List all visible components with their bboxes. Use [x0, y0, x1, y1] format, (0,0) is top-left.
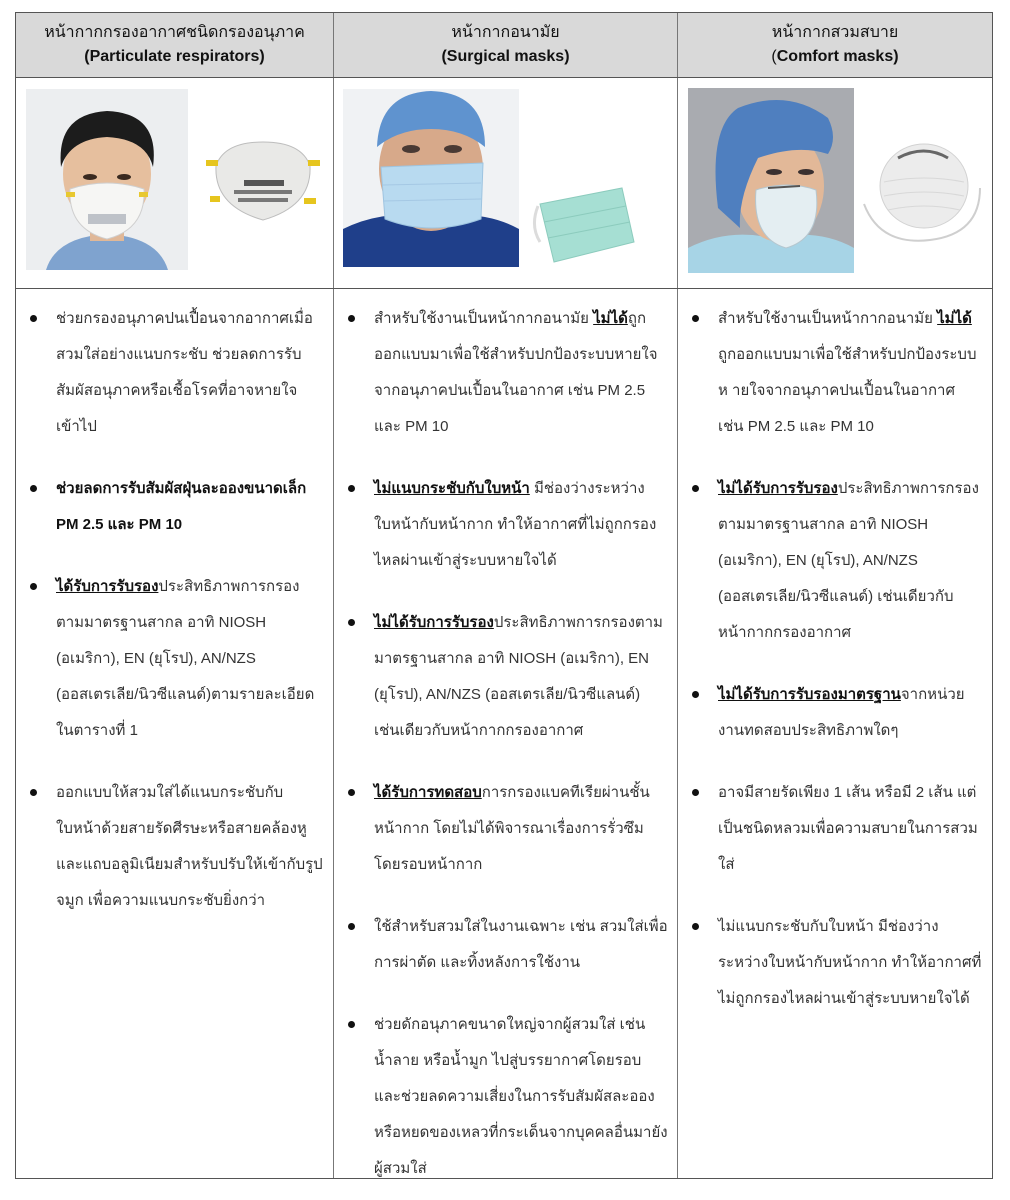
list-item: ช่วยกรองอนุภาคปนเปื้อนจากอากาศเมื่อสวมใส่อย่างแนบกระชับ ช่วยลดการรับสัมผัสอนุภาคหรือเชื้อโรคที่อาจหายใจเข้าไป [16, 301, 325, 445]
list-item: ได้รับการรับรองประสิทธิภาพการกรองตามมาตรฐานสากล อาทิ NIOSH (อเมริกา), EN (ยุโรป), AN/NZS (ออสเตรเลีย/นิวซีแลนด์)ตามรายละเอียดในตารางที่ 1 [16, 569, 325, 749]
list-item: ไม่แนบกระชับกับใบหน้า มีช่องว่างระหว่างใบหน้ากับหน้ากาก ทำให้อากาศที่ไม่ถูกกรองไหลผ่านเข้าสู่ระบบหายใจได้ [678, 909, 984, 1017]
header-title-thai: หน้ากากสวมสบาย [771, 24, 899, 41]
emphasis-text: ไม่ได้ [593, 310, 628, 327]
description-cell-comfort-masks [678, 289, 992, 1178]
header-cell-surgical-masks [334, 13, 678, 77]
list-item: ไม่แนบกระชับกับใบหน้า มีช่องว่างระหว่างใบหน้ากับหน้ากาก ทำให้อากาศที่ไม่ถูกกรองไหลผ่านเข้าสู่ระบบหายใจได้ [334, 471, 669, 579]
description-cell-surgical-masks [334, 289, 678, 1178]
n95-respirator-product-photo [204, 136, 322, 226]
header-title-thai: หน้ากากอนามัย [451, 24, 560, 41]
person-wearing-n95-respirator-photo [26, 89, 188, 270]
list-item: ออกแบบให้สวมใส่ได้แนบกระชับกับใบหน้าด้วยสายรัดศีรษะหรือสายคล้องหูและแถบอลูมิเนียมสำหรับปรับให้เข้ากับรูปจมูก เพื่อความแนบกระชับยิ่งกว่า [16, 775, 325, 919]
list-item: ช่วยดักอนุภาคขนาดใหญ่จากผู้สวมใส่ เช่น น้ำลาย หรือน้ำมูก ไปสู่บรรยากาศโดยรอบ และช่วยลดความเสี่ยงในการรับสัมผัสละอองหรือหยดของเหลวที่กระเด็นจากบุคคลอื่นมายังผู้สวมใส่ [334, 1007, 669, 1187]
emphasis-text: ได้รับการรับรอง [56, 578, 159, 595]
list-item: ไม่ได้รับการรับรองประสิทธิภาพการกรองตามมาตรฐานสากล อาทิ NIOSH (อเมริกา), EN (ยุโรป), AN/NZS (ออสเตรเลีย/นิวซีแลนด์) เช่นเดียวกับหน้ากากกรองอากาศ [334, 605, 669, 749]
image-row [16, 78, 992, 289]
description-cell-particulate-respirators [16, 289, 334, 1178]
person-wearing-comfort-mask-photo [688, 88, 854, 273]
emphasis-text: ไม่ได้รับการรับรอง [374, 614, 494, 631]
header-title-english: (Comfort masks) [771, 48, 899, 65]
emphasis-text: ได้รับการทดสอบ [374, 784, 482, 801]
emphasis-text: ไม่แนบกระชับกับใบหน้า [374, 480, 530, 497]
description-row [16, 289, 992, 1178]
list-item: อาจมีสายรัดเพียง 1 เส้น หรือมี 2 เส้น แต่เป็นชนิดหลวมเพื่อความสบายในการสวมใส่ [678, 775, 984, 883]
surgical-mask-product-photo [530, 186, 640, 272]
header-title-thai: หน้ากากกรองอากาศชนิดกรองอนุภาค [44, 24, 305, 41]
list-item: ใช้สำหรับสวมใส่ในงานเฉพาะ เช่น สวมใส่เพื่อการผ่าตัด และทิ้งหลังการใช้งาน [334, 909, 669, 981]
image-cell-surgical-masks [334, 78, 678, 288]
bullet-list [334, 289, 677, 1187]
emphasis-text: ไม่ได้รับการรับรอง [718, 480, 838, 497]
image-cell-comfort-masks [678, 78, 992, 288]
bullet-list [678, 289, 992, 1017]
header-cell-particulate-respirators [16, 13, 334, 77]
emphasis-text: ไม่ได้ [937, 310, 972, 327]
header-row [16, 13, 992, 78]
list-item: สำหรับใช้งานเป็นหน้ากากอนามัย ไม่ได้ถูกออกแบบมาเพื่อใช้สำหรับปกป้องระบบห ายใจจากอนุภาคปนเปื้อนในอากาศ เช่น PM 2.5 และ PM 10 [678, 301, 984, 445]
list-item: ไม่ได้รับการรับรองประสิทธิภาพการกรองตามมาตรฐานสากล อาทิ NIOSH (อเมริกา), EN (ยุโรป), AN/NZS (ออสเตรเลีย/นิวซีแลนด์) เช่นเดียวกับหน้ากากกรองอากาศ [678, 471, 984, 651]
list-item: ช่วยลดการรับสัมผัสฝุ่นละอองขนาดเล็ก PM 2.5 และ PM 10 [16, 471, 325, 543]
person-wearing-surgical-mask-photo [343, 89, 519, 267]
emphasis-text: ไม่ได้รับการรับรองมาตรฐาน [718, 686, 901, 703]
header-cell-comfort-masks [678, 13, 992, 77]
comfort-mask-product-photo [860, 138, 986, 248]
list-item: ไม่ได้รับการรับรองมาตรฐานจากหน่วยงานทดสอบประสิทธิภาพใดๆ [678, 677, 984, 749]
header-title-english: (Particulate respirators) [84, 48, 265, 65]
image-cell-particulate-respirators [16, 78, 334, 288]
list-item: ได้รับการทดสอบการกรองแบคทีเรียผ่านชั้นหน้ากาก โดยไม่ได้พิจารณาเรื่องการรั่วซึมโดยรอบหน้ากาก [334, 775, 669, 883]
bullet-list [16, 289, 333, 919]
header-title-english: (Surgical masks) [441, 48, 570, 65]
mask-comparison-table [15, 12, 993, 1179]
list-item: สำหรับใช้งานเป็นหน้ากากอนามัย ไม่ได้ถูกออกแบบมาเพื่อใช้สำหรับปกป้องระบบหายใจจากอนุภาคปนเปื้อนในอากาศ เช่น PM 2.5 และ PM 10 [334, 301, 669, 445]
